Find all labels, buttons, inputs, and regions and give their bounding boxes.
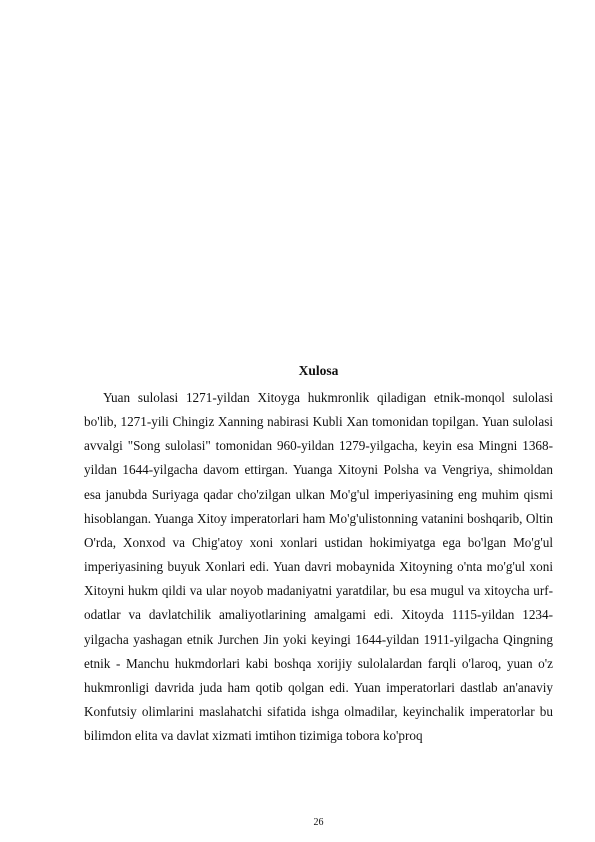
body-paragraph: Yuan sulolasi 1271-yildan Xitoyga hukmronlik qiladigan etnik-monqol sulolasi bo'lib, 1271-yili Chingiz Xanning nabirasi Kubli Xan tomonidan topilgan. Yuan sulolasi avvalgi "Song sulolasi" tomonidan 960-yildan 1279-yilgacha, keyin esa Mingni 1368-yildan 1644-yilgacha davom ettirgan. Yuanga Xitoyni Polsha va Vengriya, shimoldan esa janubda Suriyaga qadar cho'zilgan ulkan Mo'g'ul imperiyasining eng muhim qismi hisoblangan. Yuanga Xitoy imperatorlari ham Mo'g'ulistonning vatanini boshqarib, Oltin O'rda, Xonxod va Chig'atoy xoni xonlari ustidan hokimiyatga ega bo'lgan Mo'g'ul imperiyasining buyuk Xonlari edi. Yuan davri mobaynida Xitoyning o'nta mo'g'ul xoni Xitoyni hukm qildi va ular noyob madaniyatni yaratdilar, bu esa mugul va xitoycha urf-odatlar va davlatchilik amaliyotlarining amalgami edi. Xitoyda 1115-yildan 1234-yilgacha yashagan etnik Jurchen Jin yoki keyingi 1644-yildan 1911-yilgacha Qingning etnik - Manchu hukmdorlari kabi boshqa xorijiy sulolalardan farqli o'laroq, yuan o'z hukmronligi davrida juda ham qotib qolgan edi. Yuan imperatorlari dastlab an'anaviy Konfutsiy olimlarini maslahatchi sifatida ishga olmadilar, keyinchalik imperatorlar bu bilimdon elita va davlat xizmati imtihon tizimiga tobora ko'proq <box>84 390 553 744</box>
section-heading: Xulosa <box>298 363 339 378</box>
page-number: 26 <box>313 817 324 828</box>
